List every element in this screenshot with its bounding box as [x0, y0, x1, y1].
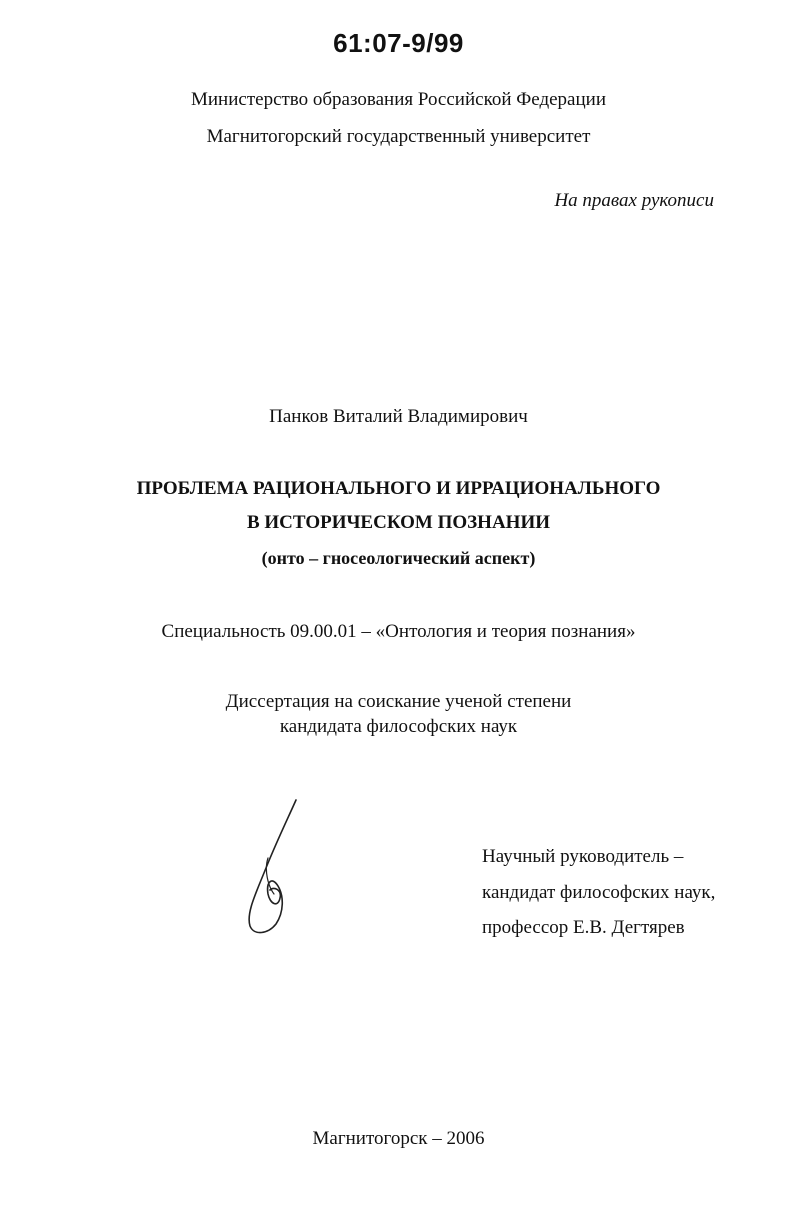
catalog-number: 61:07-9/99: [333, 28, 464, 58]
signature-stroke: [249, 800, 296, 933]
dissertation-line-2: кандидата философских наук: [279, 716, 518, 737]
handwritten-signature: [238, 798, 308, 938]
ministry-name: Министерство образования Российской Федерации: [191, 89, 606, 110]
title-line-2: В ИСТОРИЧЕСКОМ ПОЗНАНИИ: [246, 512, 551, 533]
rights-notice: На правах рукописи: [554, 190, 714, 211]
title-line-1: ПРОБЛЕМА РАЦИОНАЛЬНОГО И ИРРАЦИОНАЛЬНОГО: [136, 478, 661, 499]
supervisor-line-3: профессор Е.В. Дегтярев: [482, 917, 685, 938]
author-name: Панков Виталий Владимирович: [269, 406, 528, 427]
university-name: Магнитогорский государственный университет: [206, 126, 591, 147]
title-subtitle: (онто – гносеологический аспект): [261, 548, 536, 568]
dissertation-line-1: Диссертация на соискание ученой степени: [225, 691, 572, 712]
supervisor-line-2: кандидат философских наук,: [482, 882, 716, 903]
supervisor-line-1: Научный руководитель –: [482, 846, 684, 867]
specialty-line: Специальность 09.00.01 – «Онтология и теория познания»: [161, 621, 636, 642]
city-year: Магнитогорск – 2006: [312, 1128, 485, 1149]
